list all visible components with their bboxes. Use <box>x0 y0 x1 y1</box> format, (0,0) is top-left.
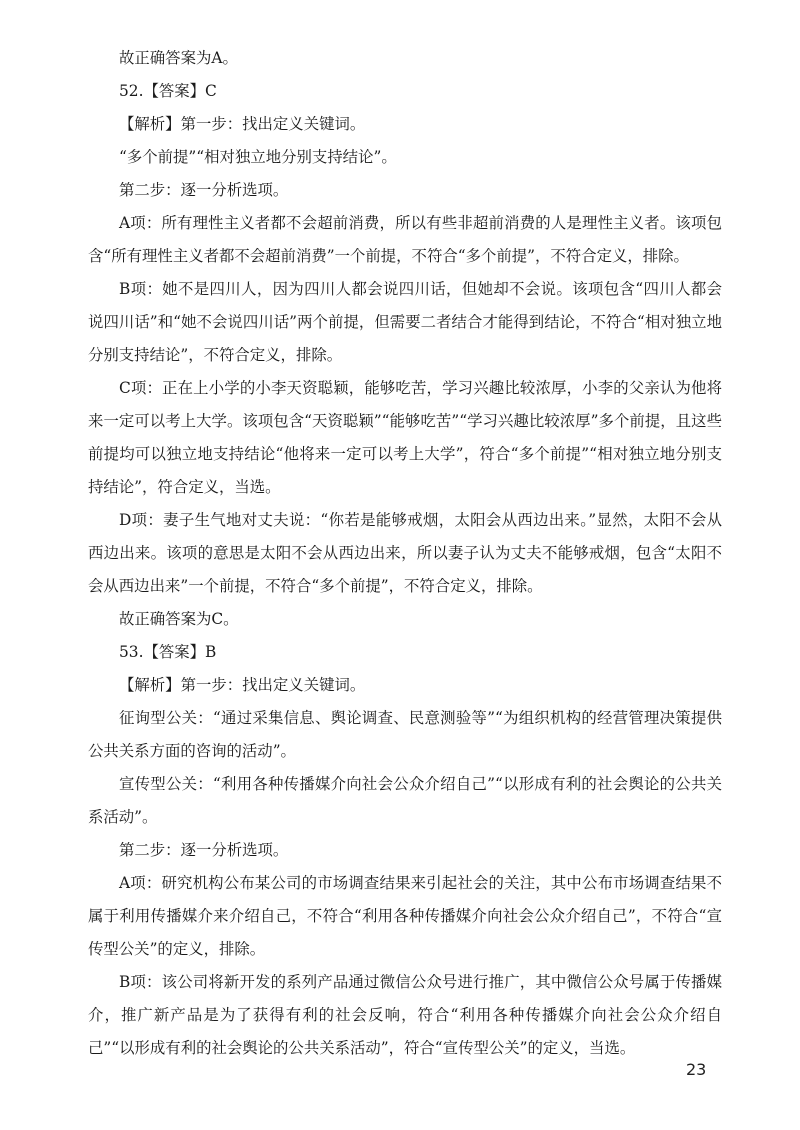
promotional-pr-definition: 宣传型公关：“利用各种传播媒介向社会公众介绍自己”“以形成有利的社会舆论的公共关系活动”。 <box>88 775 722 826</box>
question-52-answer: 52.【答案】C <box>119 82 217 100</box>
definition-keywords: “多个前提”“相对独立地分别支持结论”。 <box>119 148 397 166</box>
page-number: 23 <box>686 1060 707 1079</box>
analysis-step-two: 第二步：逐一分析选项。 <box>119 841 289 859</box>
option-c-analysis: C项：正在上小学的小李天资聪颖，能够吃苦，学习兴趣比较浓厚，小李的父亲认为他将来一定可以考上大学。该项包含“天资聪颖”“能够吃苦”“学习兴趣比较浓厚”多个前提，且这些前提均可以独立地支持结论“他将来一定可以考上大学”，符合“多个前提”“相对独立地分别支持结论”，符合定义，当选。 <box>88 379 722 496</box>
option-b-analysis: B项：她不是四川人，因为四川人都会说四川话，但她却不会说。该项包含“四川人都会说四川话”和“她不会说四川话”两个前提，但需要二者结合才能得到结论，不符合“相对独立地分别支持结论”，不符合定义，排除。 <box>88 280 722 364</box>
question-53-answer: 53.【答案】B <box>119 643 217 661</box>
option-a-analysis: A项：所有理性主义者都不会超前消费，所以有些非超前消费的人是理性主义者。该项包含“所有理性主义者都不会超前消费”一个前提，不符合“多个前提”，不符合定义，排除。 <box>88 214 722 265</box>
answer-explanation-text <box>88 42 722 1065</box>
consultative-pr-definition: 征询型公关：“通过采集信息、舆论调查、民意测验等”“为组织机构的经营管理决策提供公共关系方面的咨询的活动”。 <box>88 709 722 760</box>
option-a-analysis: A项：研究机构公布某公司的市场调查结果来引起社会的关注，其中公布市场调查结果不属于利用传播媒介来介绍自己，不符合“利用各种传播媒介向社会公众介绍自己”，不符合“宣传型公关”的定义，排除。 <box>88 874 722 958</box>
conclusion-line: 故正确答案为C。 <box>119 610 239 628</box>
option-d-analysis: D项：妻子生气地对丈夫说：“你若是能够戒烟，太阳会从西边出来。”显然，太阳不会从西边出来。该项的意思是太阳不会从西边出来，所以妻子认为丈夫不能够戒烟，包含“太阳不会从西边出来”一个前提，不符合“多个前提”，不符合定义，排除。 <box>88 511 722 595</box>
conclusion-line: 故正确答案为A。 <box>119 49 238 67</box>
option-b-analysis: B项：该公司将新开发的系列产品通过微信公众号进行推广，其中微信公众号属于传播媒介，推广新产品是为了获得有利的社会反响，符合“利用各种传播媒介向社会公众介绍自己”“以形成有利的社会舆论的公共关系活动”，符合“宣传型公关”的定义，当选。 <box>88 973 722 1057</box>
analysis-step-one: 【解析】第一步：找出定义关键词。 <box>119 115 366 133</box>
analysis-step-one: 【解析】第一步：找出定义关键词。 <box>119 676 366 694</box>
analysis-step-two: 第二步：逐一分析选项。 <box>119 181 289 199</box>
